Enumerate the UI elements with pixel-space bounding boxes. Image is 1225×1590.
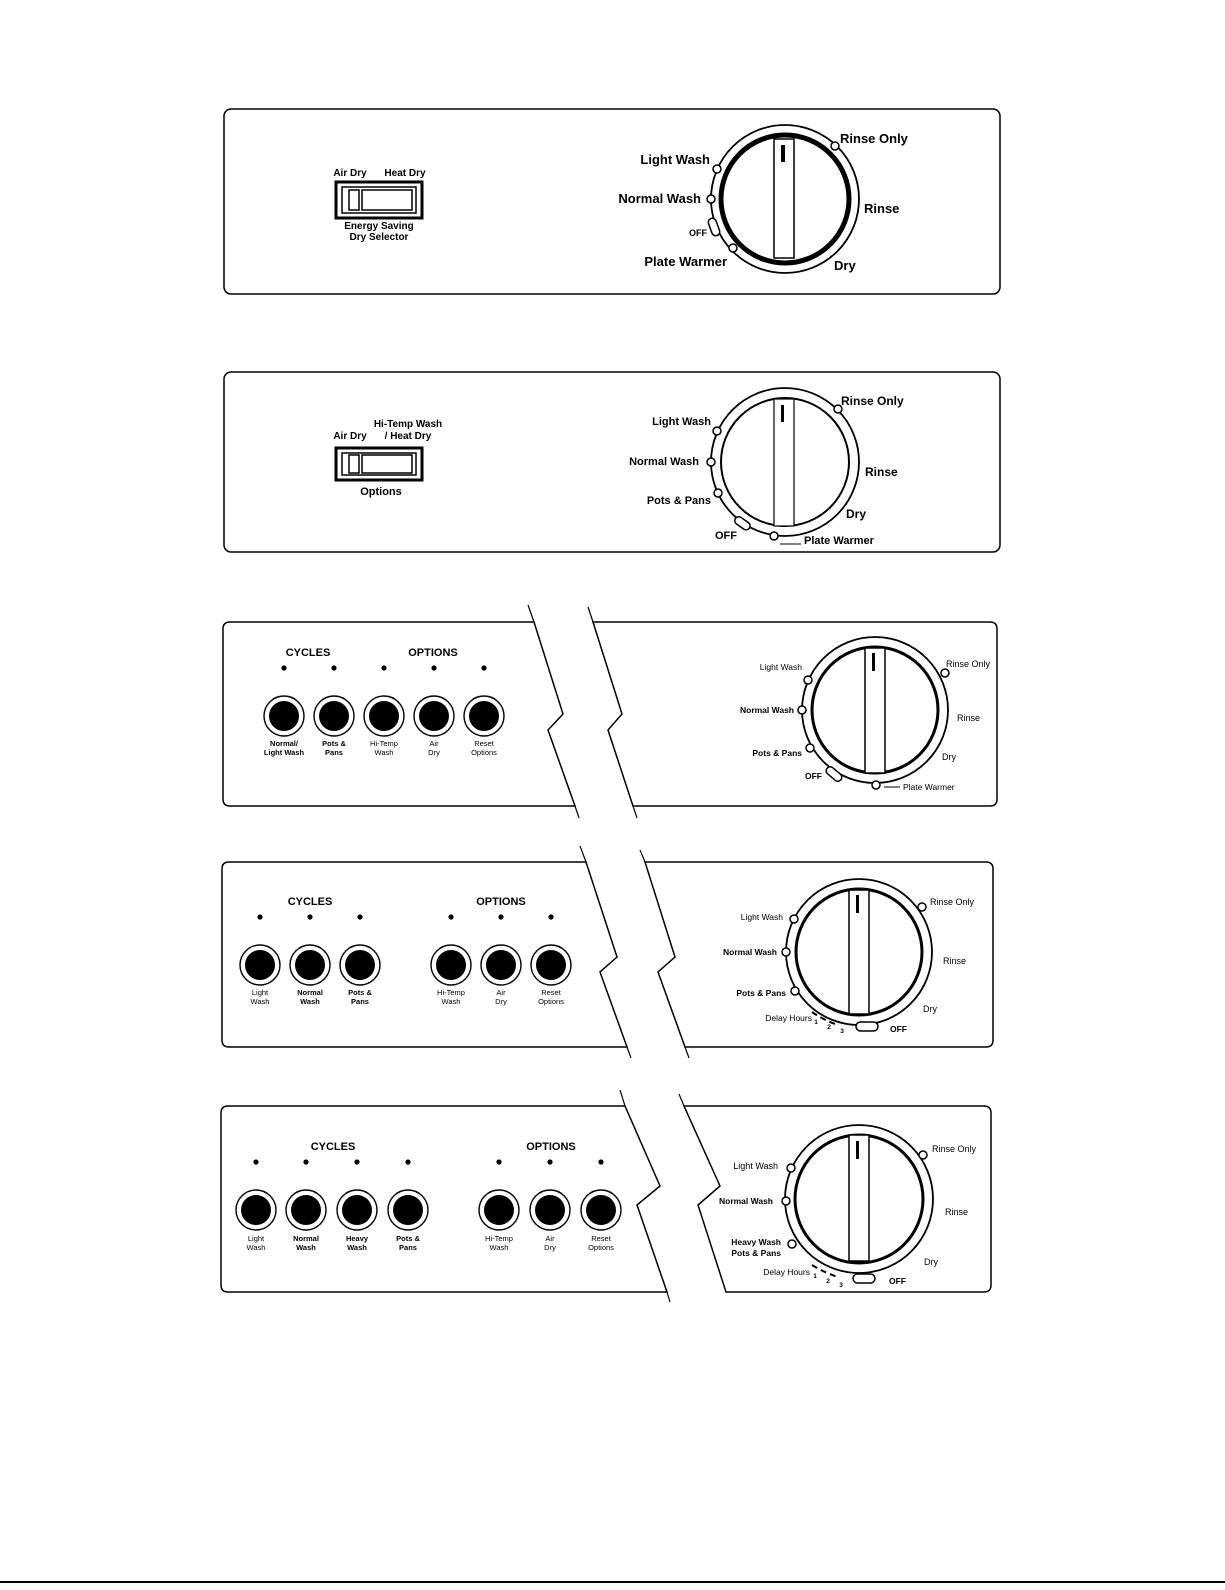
cycles-heading: CYCLES bbox=[310, 1141, 356, 1153]
button-label: Light Wash bbox=[263, 748, 305, 757]
dial-marker bbox=[831, 142, 839, 150]
button-label: Reset bbox=[541, 988, 561, 997]
button-label: Wash bbox=[296, 1243, 316, 1252]
delay-label-3: 3 bbox=[839, 1282, 843, 1289]
dial-label-delay-hours: Delay Hours bbox=[763, 1267, 810, 1277]
delay-label-3: 3 bbox=[840, 1028, 844, 1035]
dial-label-dry: Dry bbox=[846, 507, 867, 521]
indicator-light bbox=[448, 914, 453, 919]
dial-marker bbox=[788, 1240, 796, 1248]
delay-label-1: 1 bbox=[814, 1019, 818, 1026]
button-label: Dry bbox=[428, 748, 440, 757]
button-label: Light bbox=[247, 1234, 265, 1243]
dial-marker bbox=[790, 915, 798, 923]
indicator-light bbox=[405, 1159, 410, 1164]
dial-marker bbox=[791, 987, 799, 995]
options-switch[interactable] bbox=[336, 448, 422, 480]
indicator-light bbox=[307, 914, 312, 919]
dial-label-normal-wash: Normal Wash bbox=[739, 705, 794, 715]
indicator-light bbox=[547, 1159, 552, 1164]
dial-label-rinse-only: Rinse Only bbox=[932, 1144, 977, 1154]
dial-label-rinse-only: Rinse Only bbox=[841, 394, 904, 408]
dial-label-dry: Dry bbox=[923, 1004, 937, 1014]
switch-caption-options: Options bbox=[360, 486, 402, 498]
delay-label-2: 2 bbox=[826, 1278, 830, 1285]
dial-label-off: OFF bbox=[689, 228, 707, 238]
dial-label-dry: Dry bbox=[924, 1257, 938, 1267]
button-label: Options bbox=[588, 1243, 614, 1252]
dial-label-rinse-only: Rinse Only bbox=[946, 659, 991, 669]
dial-marker bbox=[872, 781, 880, 789]
dial-marker bbox=[707, 195, 715, 203]
button-label: Wash bbox=[489, 1243, 509, 1252]
indicator-light bbox=[548, 914, 553, 919]
cycle-dial[interactable] bbox=[786, 879, 932, 1025]
button-label: Normal bbox=[293, 1234, 319, 1243]
switch-label-air-dry: Air Dry bbox=[333, 168, 367, 179]
dial-label-pots-pans: Pots & Pans bbox=[731, 1248, 781, 1258]
dial-marker bbox=[918, 903, 926, 911]
button-label: Wash bbox=[441, 997, 461, 1006]
dial-marker bbox=[787, 1164, 795, 1172]
panel-1 bbox=[224, 109, 1000, 294]
indicator-light bbox=[431, 665, 436, 670]
dial-label-light-wash: Light Wash bbox=[640, 152, 710, 167]
dial-label-pots-pans: Pots & Pans bbox=[646, 495, 711, 507]
button-label: Normal bbox=[297, 988, 323, 997]
dial-label-pots-pans: Pots & Pans bbox=[736, 988, 786, 998]
indicator-light bbox=[253, 1159, 258, 1164]
button-label: Reset bbox=[474, 739, 494, 748]
button-label: Options bbox=[471, 748, 497, 757]
button-label: Hi-Temp bbox=[437, 988, 465, 997]
button-label: Pans bbox=[399, 1243, 417, 1252]
dial-label-dry: Dry bbox=[942, 752, 956, 762]
indicator-light bbox=[481, 665, 486, 670]
dial-label-heavy-wash: Heavy Wash bbox=[731, 1237, 781, 1247]
panel-2 bbox=[224, 372, 1000, 552]
switch-label-air-dry: Air Dry bbox=[333, 431, 367, 442]
dial-marker bbox=[713, 427, 721, 435]
button-label: Dry bbox=[495, 997, 507, 1006]
cycles-heading: CYCLES bbox=[287, 896, 333, 908]
dial-label-normal-wash: Normal Wash bbox=[718, 1196, 773, 1206]
button-label: Wash bbox=[347, 1243, 367, 1252]
button-label: Hi-Temp bbox=[485, 1234, 513, 1243]
dial-label-light-wash: Light Wash bbox=[733, 1161, 778, 1171]
dial-label-rinse-only: Rinse Only bbox=[930, 897, 975, 907]
dial-marker bbox=[806, 744, 814, 752]
indicator-light bbox=[303, 1159, 308, 1164]
indicator-light bbox=[257, 914, 262, 919]
dial-marker bbox=[804, 676, 812, 684]
button-label: Air bbox=[545, 1234, 555, 1243]
delay-label-1: 1 bbox=[813, 1273, 817, 1280]
button-label: Options bbox=[538, 997, 564, 1006]
button-label: Pans bbox=[351, 997, 369, 1006]
cycles-heading: CYCLES bbox=[285, 647, 331, 659]
button-label: Dry bbox=[544, 1243, 556, 1252]
cycle-dial[interactable] bbox=[785, 1125, 933, 1273]
dial-marker bbox=[729, 244, 737, 252]
dial-marker bbox=[713, 165, 721, 173]
indicator-light bbox=[598, 1159, 603, 1164]
dial-label-rinse: Rinse bbox=[865, 465, 898, 479]
button-label: Pots & bbox=[322, 739, 346, 748]
button-label: Air bbox=[496, 988, 506, 997]
button-label: Normal/ bbox=[270, 739, 298, 748]
button-label: Light bbox=[251, 988, 269, 997]
dial-marker bbox=[941, 669, 949, 677]
indicator-light bbox=[357, 914, 362, 919]
switch-label-hi-temp-wash: Hi-Temp Wash bbox=[373, 419, 443, 430]
dial-label-light-wash: Light Wash bbox=[652, 416, 711, 428]
indicator-light bbox=[498, 914, 503, 919]
dial-off-marker bbox=[853, 1274, 875, 1283]
panel-4 bbox=[222, 846, 993, 1058]
dial-label-rinse: Rinse bbox=[957, 713, 981, 723]
dial-label-plate-warmer: Plate Warmer bbox=[644, 254, 727, 269]
dial-label-dry: Dry bbox=[834, 258, 856, 273]
indicator-light bbox=[381, 665, 386, 670]
button-label: Reset bbox=[591, 1234, 611, 1243]
button-label: Pots & bbox=[348, 988, 372, 997]
dial-label-pots-pans: Pots & Pans bbox=[752, 748, 802, 758]
cycle-dial[interactable] bbox=[802, 637, 948, 783]
button-label: Wash bbox=[300, 997, 320, 1006]
dial-marker bbox=[782, 948, 790, 956]
switch-label-heat-dry: / Heat Dry bbox=[384, 431, 432, 442]
indicator-light bbox=[331, 665, 336, 670]
dial-label-rinse: Rinse bbox=[945, 1207, 969, 1217]
switch-caption-energy-saving: Energy Saving bbox=[344, 221, 414, 232]
dial-label-normal-wash: Normal Wash bbox=[722, 947, 777, 957]
dial-label-light-wash: Light Wash bbox=[759, 662, 802, 672]
options-heading: OPTIONS bbox=[408, 647, 458, 659]
dial-marker bbox=[770, 532, 778, 540]
dial-marker bbox=[782, 1197, 790, 1205]
indicator-light bbox=[281, 665, 286, 670]
dial-label-off: OFF bbox=[805, 771, 822, 781]
indicator-light bbox=[496, 1159, 501, 1164]
dial-label-normal-wash: Normal Wash bbox=[618, 191, 701, 206]
dial-label-rinse: Rinse bbox=[943, 956, 967, 966]
dial-label-light-wash: Light Wash bbox=[740, 912, 783, 922]
button-label: Pans bbox=[325, 748, 343, 757]
dial-off-marker bbox=[856, 1022, 878, 1031]
switch-label-heat-dry: Heat Dry bbox=[384, 168, 426, 179]
button-label: Pots & bbox=[396, 1234, 420, 1243]
dial-label-delay-hours: Delay Hours bbox=[765, 1013, 812, 1023]
dial-marker bbox=[798, 706, 806, 714]
panel-3 bbox=[223, 605, 997, 818]
dial-label-rinse: Rinse bbox=[864, 201, 900, 216]
button-label: Heavy bbox=[345, 1234, 369, 1243]
dial-label-plate-warmer: Plate Warmer bbox=[804, 535, 874, 547]
button-label: Wash bbox=[246, 1243, 266, 1252]
dial-marker bbox=[714, 489, 722, 497]
dial-marker bbox=[707, 458, 715, 466]
dial-label-plate-warmer: Plate Warmer bbox=[903, 782, 955, 792]
dial-label-normal-wash: Normal Wash bbox=[629, 456, 699, 468]
button-label: Air bbox=[429, 739, 439, 748]
options-heading: OPTIONS bbox=[476, 896, 526, 908]
switch-caption-dry-selector: Dry Selector bbox=[349, 232, 409, 243]
dial-label-rinse-only: Rinse Only bbox=[840, 131, 908, 146]
dry-selector-switch[interactable] bbox=[336, 182, 422, 218]
dial-label-off: OFF bbox=[715, 530, 737, 542]
button-label: Hi-Temp bbox=[370, 739, 398, 748]
options-heading: OPTIONS bbox=[526, 1141, 576, 1153]
dial-label-off: OFF bbox=[890, 1024, 907, 1034]
panel-5 bbox=[221, 1090, 991, 1302]
button-label: Wash bbox=[374, 748, 394, 757]
indicator-light bbox=[354, 1159, 359, 1164]
dial-marker bbox=[919, 1151, 927, 1159]
dial-label-off: OFF bbox=[889, 1276, 906, 1286]
delay-label-2: 2 bbox=[827, 1024, 831, 1031]
button-label: Wash bbox=[250, 997, 270, 1006]
